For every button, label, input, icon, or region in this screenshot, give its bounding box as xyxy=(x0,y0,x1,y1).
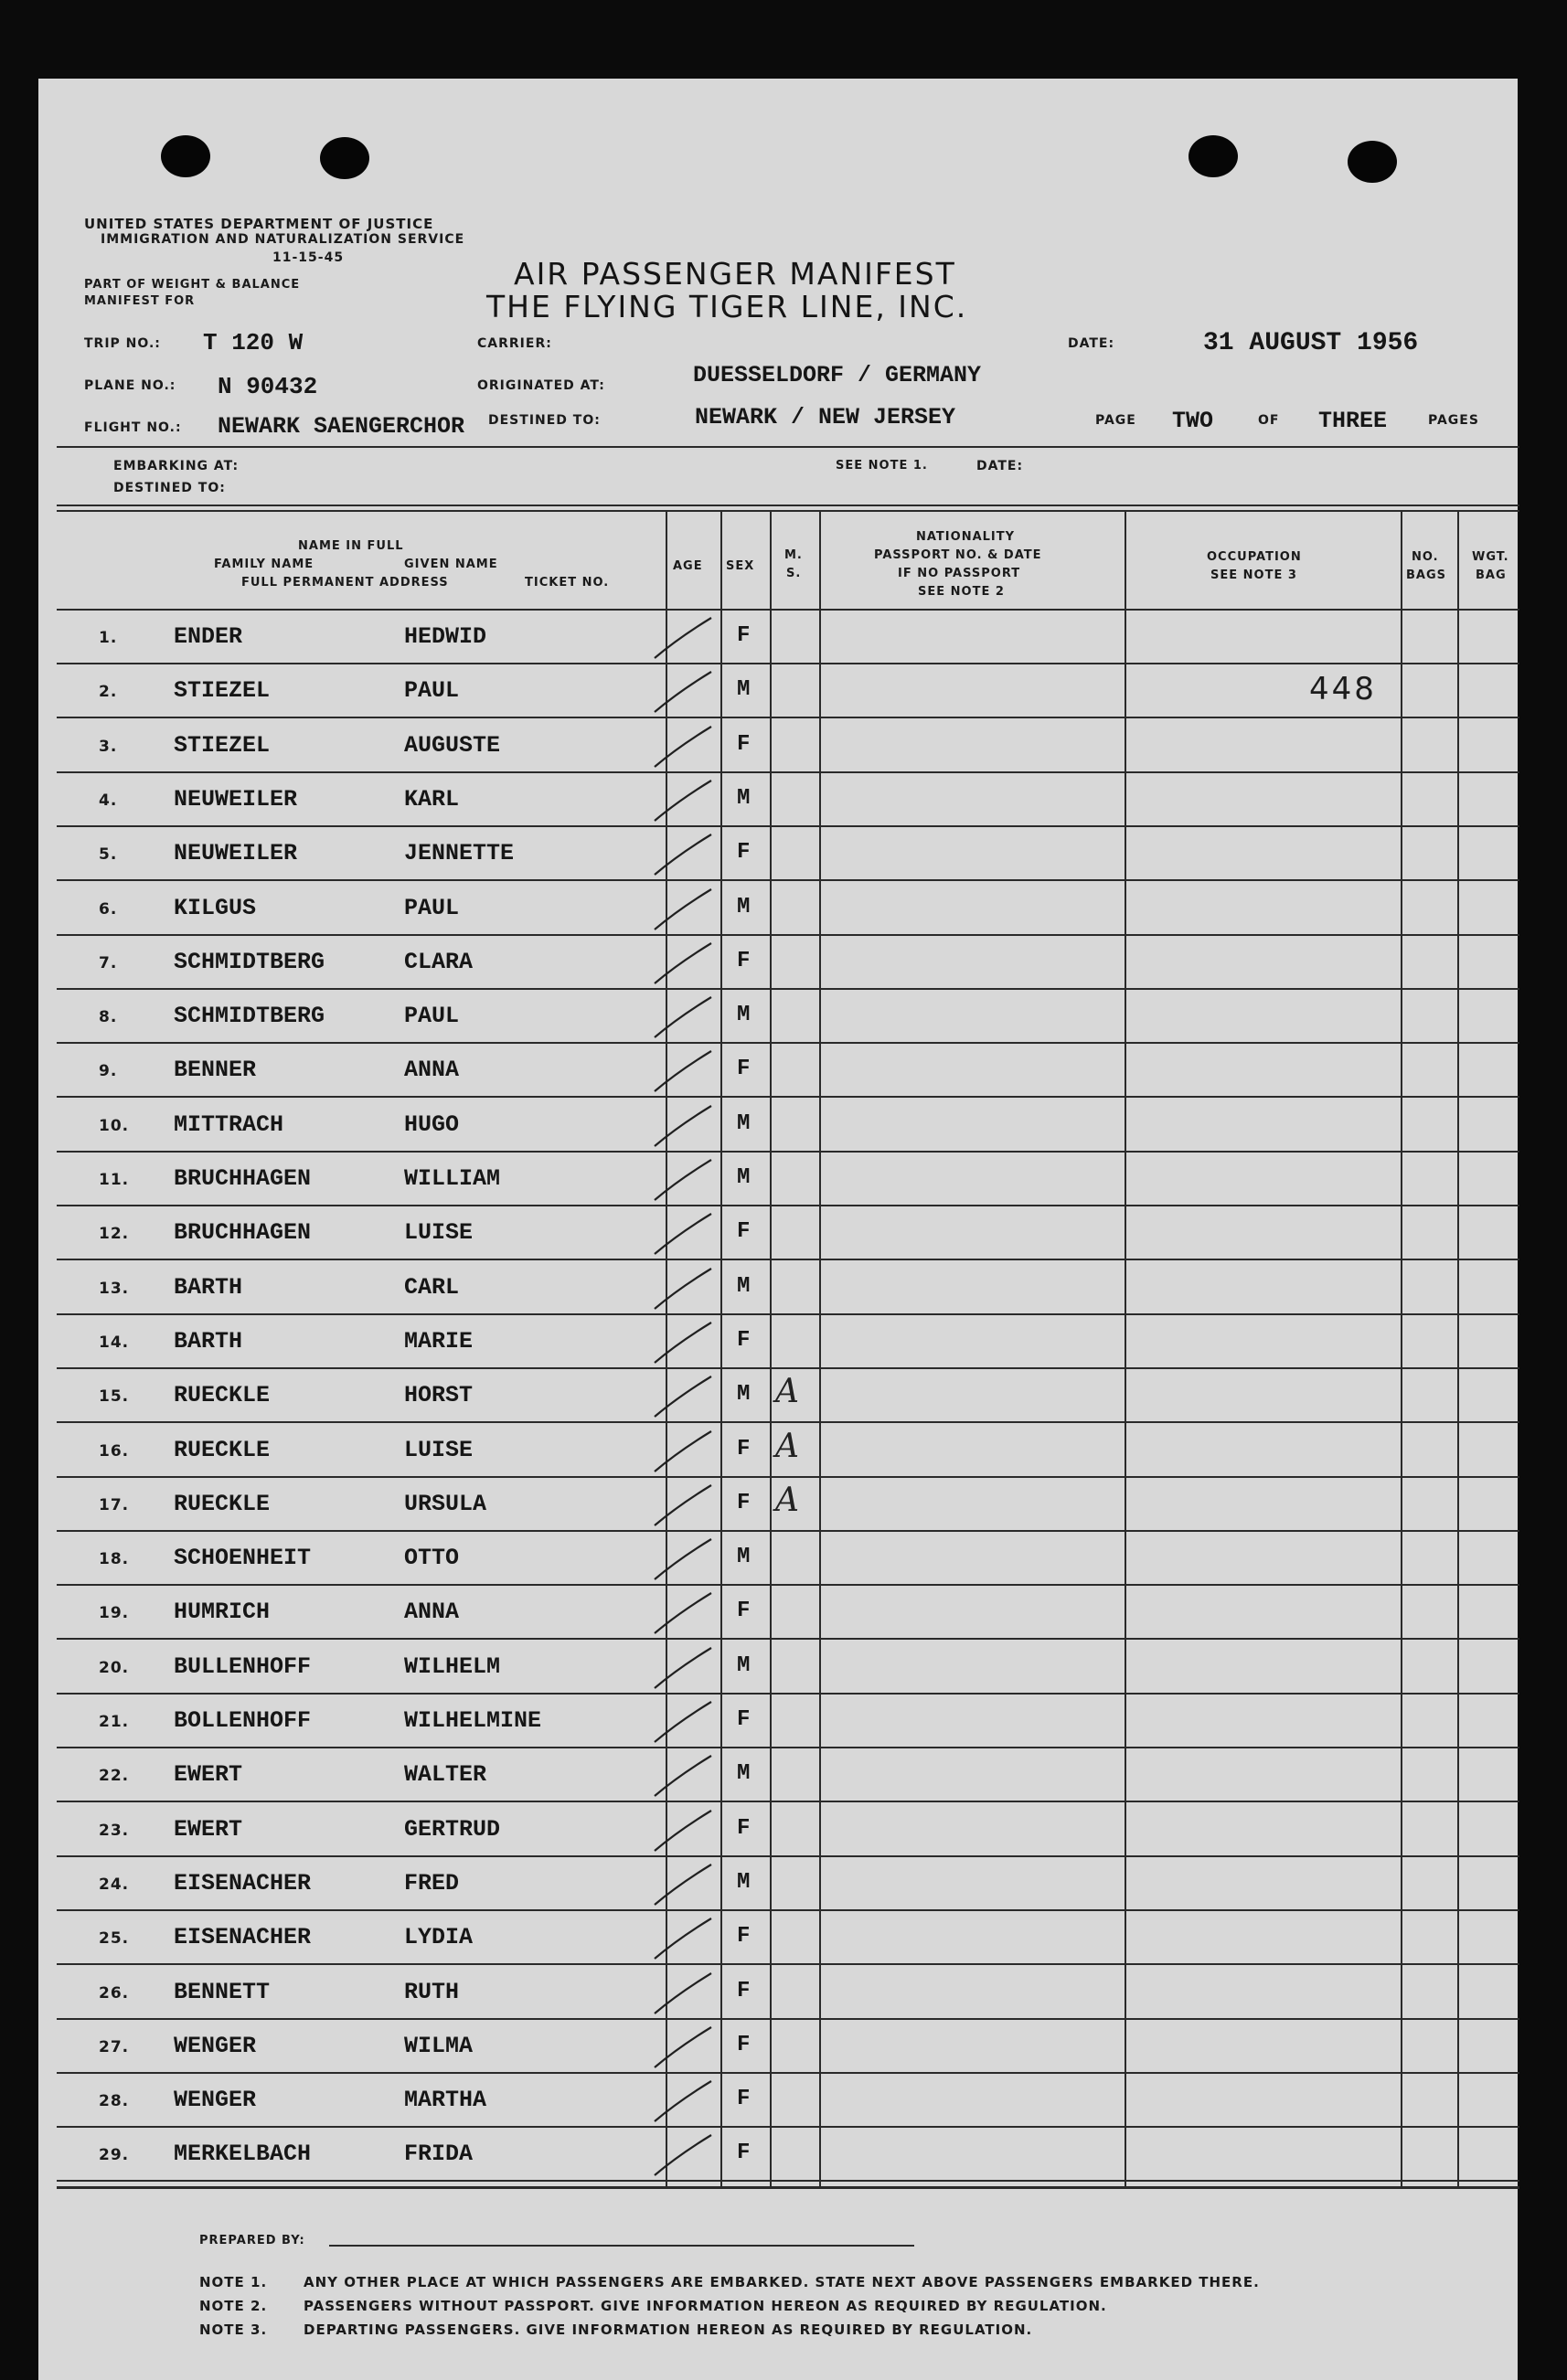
table-row xyxy=(0,1803,1567,1856)
family-name: EWERT xyxy=(174,1816,243,1843)
family-name: NEUWEILER xyxy=(174,786,298,813)
age-check-mark xyxy=(651,1154,715,1204)
age-check-mark xyxy=(651,938,715,987)
row-number: 18. xyxy=(99,1550,130,1568)
row-number: 6. xyxy=(99,900,118,919)
given-name: HUGO xyxy=(404,1111,460,1138)
sex-value: M xyxy=(737,1382,751,1407)
age-check-mark xyxy=(651,1642,715,1692)
sex-value: F xyxy=(737,1707,751,1732)
family-name: WENGER xyxy=(174,2033,257,2059)
col-wgt-header-2: BAG xyxy=(1476,568,1507,582)
destined-value: NEWARK / NEW JERSEY xyxy=(695,404,956,430)
age-check-mark xyxy=(651,992,715,1041)
age-check-mark xyxy=(651,1588,715,1637)
given-name: LUISE xyxy=(404,1219,474,1246)
col-name-header: NAME IN FULL xyxy=(298,539,404,553)
flight-value: NEWARK SAENGERCHOR xyxy=(218,413,465,440)
age-check-mark xyxy=(651,1480,715,1529)
table-row xyxy=(0,664,1567,717)
trip-label: TRIP NO.: xyxy=(84,336,161,351)
age-check-mark xyxy=(651,1208,715,1258)
given-name: WILHELMINE xyxy=(404,1707,542,1734)
divider xyxy=(57,446,1519,448)
sex-value: M xyxy=(737,1761,751,1786)
prepared-by-label: PREPARED BY: xyxy=(199,2234,305,2247)
given-name: KARL xyxy=(404,786,460,813)
given-name: LYDIA xyxy=(404,1924,474,1950)
row-number: 27. xyxy=(99,2038,130,2056)
sex-value: F xyxy=(737,1057,751,1081)
sex-value: F xyxy=(737,1219,751,1244)
sex-value: M xyxy=(737,1870,751,1895)
row-number: 24. xyxy=(99,1875,130,1894)
col-ms-header-1: M. xyxy=(784,548,803,562)
sex-value: F xyxy=(737,2087,751,2111)
family-name: BRUCHHAGEN xyxy=(174,1165,312,1192)
sex-value: M xyxy=(737,1165,751,1190)
age-check-mark xyxy=(651,2076,715,2125)
table-row xyxy=(0,1044,1567,1097)
sex-value: M xyxy=(737,677,751,702)
row-number: 5. xyxy=(99,845,118,864)
ms-mark: A xyxy=(775,1373,799,1410)
col-nat-header-3: IF NO PASSPORT xyxy=(898,567,1021,580)
age-check-mark xyxy=(651,829,715,878)
carrier-label: CARRIER: xyxy=(477,336,552,351)
age-check-mark xyxy=(651,1100,715,1150)
age-check-mark xyxy=(651,1696,715,1746)
family-name: EISENACHER xyxy=(174,1870,312,1897)
form-number: 11-15-45 xyxy=(272,250,345,265)
row-number: 3. xyxy=(99,738,118,756)
table-row xyxy=(0,1424,1567,1477)
given-name: PAUL xyxy=(404,895,460,921)
age-check-mark xyxy=(651,1046,715,1095)
table-row xyxy=(0,2020,1567,2073)
table-rule xyxy=(57,510,1519,512)
originated-label: ORIGINATED AT: xyxy=(477,378,605,393)
given-name: RUTH xyxy=(404,1979,460,2005)
table-row xyxy=(0,1641,1567,1694)
family-name: SCHOENHEIT xyxy=(174,1545,312,1571)
family-name: STIEZEL xyxy=(174,732,271,759)
sex-value: F xyxy=(737,1816,751,1841)
given-name: MARIE xyxy=(404,1328,474,1355)
table-row xyxy=(0,1315,1567,1368)
row-rule xyxy=(57,2180,1519,2182)
col-ms-header-2: S. xyxy=(786,567,802,580)
given-name: LUISE xyxy=(404,1437,474,1463)
note-1-text: ANY OTHER PLACE AT WHICH PASSENGERS ARE EMBARKED. STATE NEXT ABOVE PASSENGERS EMBARKED THERE. xyxy=(304,2274,1260,2290)
plane-value: N 90432 xyxy=(218,373,318,400)
table-row xyxy=(0,1369,1567,1422)
note-1-label: NOTE 1. xyxy=(199,2274,268,2290)
col-nat-header-2: PASSPORT NO. & DATE xyxy=(874,548,1042,562)
row-rule xyxy=(57,1096,1519,1098)
table-row xyxy=(0,827,1567,880)
row-number: 12. xyxy=(99,1225,130,1243)
embarking-label: EMBARKING AT: xyxy=(113,459,240,473)
row-number: 8. xyxy=(99,1008,118,1026)
family-name: BOLLENHOFF xyxy=(174,1707,312,1734)
agency-line1: UNITED STATES DEPARTMENT OF JUSTICE xyxy=(84,216,434,232)
date-label: DATE: xyxy=(1068,336,1115,351)
col-ticket-header: TICKET NO. xyxy=(525,576,610,590)
col-bags-header-1: NO. xyxy=(1412,550,1439,564)
age-check-mark xyxy=(651,1913,715,1962)
sex-value: F xyxy=(737,840,751,865)
punch-hole xyxy=(1189,135,1238,177)
age-check-mark xyxy=(651,775,715,824)
given-name: ANNA xyxy=(404,1599,460,1625)
given-name: PAUL xyxy=(404,677,460,704)
sex-value: F xyxy=(737,1491,751,1515)
punch-hole xyxy=(161,135,210,177)
carrier-title: THE FLYING TIGER LINE, INC. xyxy=(486,289,968,324)
col-family-header: FAMILY NAME xyxy=(214,558,314,571)
age-check-mark xyxy=(651,1859,715,1908)
age-check-mark xyxy=(651,666,715,716)
table-rule xyxy=(57,505,1519,506)
family-name: BULLENHOFF xyxy=(174,1653,312,1680)
family-name: BRUCHHAGEN xyxy=(174,1219,312,1246)
sex-value: F xyxy=(737,2033,751,2057)
pages-label: PAGES xyxy=(1428,413,1479,428)
row-rule xyxy=(57,717,1519,718)
age-check-mark xyxy=(651,2130,715,2179)
col-given-header: GIVEN NAME xyxy=(404,558,498,571)
ms-mark: A xyxy=(775,1428,799,1465)
occupation-handwritten-note: 448 xyxy=(1309,671,1377,707)
given-name: CLARA xyxy=(404,949,474,975)
given-name: AUGUSTE xyxy=(404,732,501,759)
age-check-mark xyxy=(651,1534,715,1583)
note-2-label: NOTE 2. xyxy=(199,2298,268,2314)
family-name: ENDER xyxy=(174,623,243,650)
table-row xyxy=(0,773,1567,826)
col-occ-header-1: OCCUPATION xyxy=(1207,550,1302,564)
sex-value: F xyxy=(737,1437,751,1461)
sex-value: F xyxy=(737,623,751,648)
age-check-mark xyxy=(651,612,715,662)
ms-mark: A xyxy=(775,1482,799,1519)
trip-value: T 120 W xyxy=(203,329,304,356)
punch-hole xyxy=(1348,141,1397,183)
row-number: 29. xyxy=(99,2146,130,2164)
sex-value: F xyxy=(737,1924,751,1949)
age-check-mark xyxy=(651,1426,715,1475)
row-number: 1. xyxy=(99,629,118,647)
age-check-mark xyxy=(651,1750,715,1800)
row-number: 10. xyxy=(99,1117,130,1135)
table-row xyxy=(0,1532,1567,1585)
family-name: RUECKLE xyxy=(174,1382,271,1408)
family-name: RUECKLE xyxy=(174,1491,271,1517)
table-row xyxy=(0,882,1567,935)
sex-value: F xyxy=(737,732,751,757)
table-row xyxy=(0,1748,1567,1801)
sex-value: M xyxy=(737,895,751,919)
sex-value: M xyxy=(737,1274,751,1299)
note-2-text: PASSENGERS WITHOUT PASSPORT. GIVE INFORMATION HEREON AS REQUIRED BY REGULATION. xyxy=(304,2298,1107,2314)
row-number: 7. xyxy=(99,954,118,972)
table-row xyxy=(0,990,1567,1043)
sex-value: M xyxy=(737,1003,751,1027)
age-check-mark xyxy=(651,884,715,933)
sex-value: F xyxy=(737,2141,751,2165)
row-number: 17. xyxy=(99,1496,130,1514)
sex-value: M xyxy=(737,786,751,811)
date2-label: DATE: xyxy=(976,459,1024,473)
table-row xyxy=(0,611,1567,664)
family-name: MITTRACH xyxy=(174,1111,284,1138)
prepared-by-line xyxy=(329,2245,914,2247)
page-value: TWO xyxy=(1172,408,1214,434)
of-value: THREE xyxy=(1318,408,1388,434)
age-check-mark xyxy=(651,1371,715,1420)
row-number: 16. xyxy=(99,1442,130,1461)
col-bags-header-2: BAGS xyxy=(1406,568,1447,582)
family-name: BENNER xyxy=(174,1057,257,1083)
given-name: FRED xyxy=(404,1870,460,1897)
sex-value: F xyxy=(737,1328,751,1353)
sex-value: F xyxy=(737,1979,751,2003)
part-of-line1: PART OF WEIGHT & BALANCE xyxy=(84,278,301,292)
given-name: JENNETTE xyxy=(404,840,515,866)
plane-label: PLANE NO.: xyxy=(84,378,176,393)
family-name: RUECKLE xyxy=(174,1437,271,1463)
family-name: NEUWEILER xyxy=(174,840,298,866)
given-name: URSULA xyxy=(404,1491,487,1517)
row-number: 20. xyxy=(99,1659,130,1677)
see-note-label: SEE NOTE 1. xyxy=(836,459,928,473)
age-check-mark xyxy=(651,721,715,770)
row-number: 28. xyxy=(99,2092,130,2110)
col-wgt-header-1: WGT. xyxy=(1472,550,1509,564)
table-row xyxy=(0,1586,1567,1639)
table-row xyxy=(0,1478,1567,1531)
age-check-mark xyxy=(651,1805,715,1854)
flight-label: FLIGHT NO.: xyxy=(84,420,182,435)
family-name: BENNETT xyxy=(174,1979,271,2005)
given-name: PAUL xyxy=(404,1003,460,1029)
row-number: 23. xyxy=(99,1822,130,1840)
table-row xyxy=(0,936,1567,989)
col-occ-header-2: SEE NOTE 3 xyxy=(1210,568,1297,582)
given-name: CARL xyxy=(404,1274,460,1301)
agency-line2: IMMIGRATION AND NATURALIZATION SERVICE xyxy=(101,232,465,247)
row-number: 4. xyxy=(99,792,118,810)
sex-value: M xyxy=(737,1111,751,1136)
destined2-label: DESTINED TO: xyxy=(113,481,226,495)
row-number: 13. xyxy=(99,1280,130,1298)
row-rule xyxy=(57,1259,1519,1260)
row-number: 19. xyxy=(99,1604,130,1622)
family-name: EISENACHER xyxy=(174,1924,312,1950)
col-age-header: AGE xyxy=(673,559,703,573)
table-row xyxy=(0,2074,1567,2127)
note-3-text: DEPARTING PASSENGERS. GIVE INFORMATION HEREON AS REQUIRED BY REGULATION. xyxy=(304,2322,1033,2338)
given-name: WILLIAM xyxy=(404,1165,501,1192)
given-name: HORST xyxy=(404,1382,474,1408)
family-name: EWERT xyxy=(174,1761,243,1788)
page-label: PAGE xyxy=(1095,413,1136,428)
row-rule xyxy=(57,1638,1519,1640)
given-name: HEDWID xyxy=(404,623,487,650)
family-name: SCHMIDTBERG xyxy=(174,949,325,975)
row-number: 11. xyxy=(99,1171,130,1189)
sex-value: F xyxy=(737,1599,751,1623)
given-name: MARTHA xyxy=(404,2087,487,2113)
family-name: BARTH xyxy=(174,1328,243,1355)
family-name: BARTH xyxy=(174,1274,243,1301)
originated-value: DUESSELDORF / GERMANY xyxy=(693,362,982,388)
destined-label: DESTINED TO: xyxy=(488,413,601,428)
row-number: 9. xyxy=(99,1062,118,1080)
manifest-title: AIR PASSENGER MANIFEST xyxy=(514,256,956,292)
row-rule xyxy=(57,1421,1519,1423)
family-name: KILGUS xyxy=(174,895,257,921)
given-name: OTTO xyxy=(404,1545,460,1571)
table-row xyxy=(0,1695,1567,1748)
family-name: MERKELBACH xyxy=(174,2141,312,2167)
sex-value: F xyxy=(737,949,751,973)
family-name: STIEZEL xyxy=(174,677,271,704)
row-number: 15. xyxy=(99,1387,130,1406)
family-name: WENGER xyxy=(174,2087,257,2113)
family-name: HUMRICH xyxy=(174,1599,271,1625)
family-name: SCHMIDTBERG xyxy=(174,1003,325,1029)
given-name: FRIDA xyxy=(404,2141,474,2167)
table-row xyxy=(0,1206,1567,1259)
row-number: 14. xyxy=(99,1333,130,1352)
given-name: GERTRUD xyxy=(404,1816,501,1843)
table-row xyxy=(0,719,1567,772)
table-row xyxy=(0,2128,1567,2181)
note-3-label: NOTE 3. xyxy=(199,2322,268,2338)
given-name: ANNA xyxy=(404,1057,460,1083)
table-row xyxy=(0,1099,1567,1152)
age-check-mark xyxy=(651,1317,715,1366)
table-row xyxy=(0,1857,1567,1910)
col-address-header: FULL PERMANENT ADDRESS xyxy=(241,576,449,590)
given-name: WILMA xyxy=(404,2033,474,2059)
row-rule xyxy=(57,1963,1519,1965)
age-check-mark xyxy=(651,1968,715,2017)
age-check-mark xyxy=(651,2022,715,2071)
table-row xyxy=(0,1911,1567,1964)
col-nat-header-1: NATIONALITY xyxy=(916,530,1016,544)
col-nat-header-4: SEE NOTE 2 xyxy=(918,585,1005,599)
col-sex-header: SEX xyxy=(726,559,755,573)
table-bottom-rule xyxy=(57,2186,1519,2189)
row-number: 25. xyxy=(99,1929,130,1948)
row-rule xyxy=(57,879,1519,881)
row-number: 26. xyxy=(99,1984,130,2003)
table-row xyxy=(0,1966,1567,2019)
age-check-mark xyxy=(651,1263,715,1312)
part-of-line2: MANIFEST FOR xyxy=(84,294,196,308)
row-number: 22. xyxy=(99,1767,130,1785)
sex-value: M xyxy=(737,1545,751,1569)
of-label: OF xyxy=(1258,413,1280,428)
row-number: 21. xyxy=(99,1713,130,1731)
row-rule xyxy=(57,1801,1519,1802)
punch-hole xyxy=(320,137,369,179)
table-row xyxy=(0,1153,1567,1206)
row-number: 2. xyxy=(99,683,118,701)
date-value: 31 AUGUST 1956 xyxy=(1203,329,1419,357)
given-name: WALTER xyxy=(404,1761,487,1788)
table-row xyxy=(0,1261,1567,1314)
given-name: WILHELM xyxy=(404,1653,501,1680)
sex-value: M xyxy=(737,1653,751,1678)
